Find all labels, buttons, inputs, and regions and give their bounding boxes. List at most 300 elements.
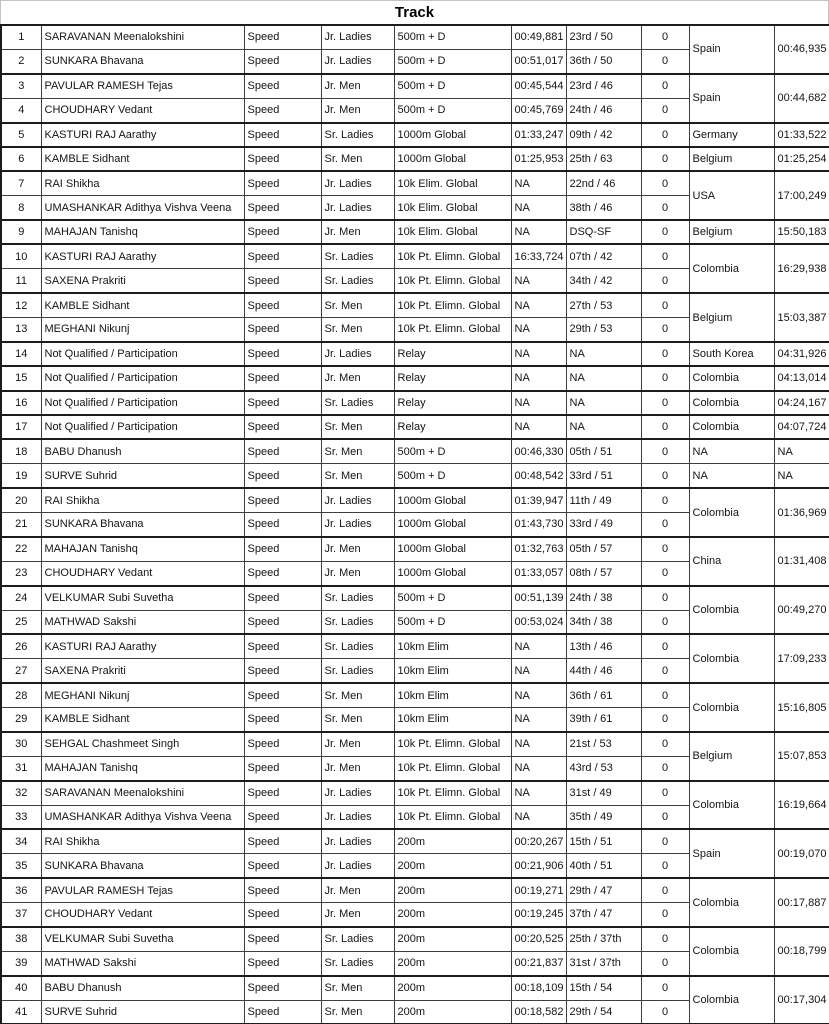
row-number-cell: 21 [1, 513, 41, 537]
rank-cell: 21st / 53 [566, 732, 641, 756]
rank-cell: 36th / 61 [566, 683, 641, 707]
sport-cell: Speed [244, 634, 321, 658]
country-cell: Spain [689, 829, 774, 878]
table-row [1, 366, 829, 390]
time-cell: NA [511, 781, 566, 805]
sport-cell: Speed [244, 415, 321, 439]
rank-cell: NA [566, 415, 641, 439]
time-cell: NA [511, 756, 566, 780]
category-cell: Sr. Men [321, 464, 394, 488]
event-cell: 10k Pt. Elimn. Global [394, 732, 511, 756]
athlete-name-cell: SUNKARA Bhavana [41, 49, 244, 73]
points-cell: 0 [641, 732, 689, 756]
event-cell: 500m + D [394, 439, 511, 463]
country-cell: Colombia [689, 927, 774, 976]
time-cell: 01:39,947 [511, 488, 566, 512]
table-row [1, 732, 829, 756]
points-cell: 0 [641, 318, 689, 342]
best-time-cell: 15:16,805 [774, 683, 829, 732]
rank-cell: 38th / 46 [566, 196, 641, 220]
event-cell: 10k Pt. Elimn. Global [394, 805, 511, 829]
time-cell: 00:49,881 [511, 25, 566, 49]
athlete-name-cell: KASTURI RAJ Aarathy [41, 634, 244, 658]
category-cell: Sr. Ladies [321, 269, 394, 293]
event-cell: 500m + D [394, 586, 511, 610]
category-cell: Jr. Ladies [321, 488, 394, 512]
sport-cell: Speed [244, 293, 321, 317]
athlete-name-cell: KAMBLE Sidhant [41, 147, 244, 171]
row-number-cell: 6 [1, 147, 41, 171]
sport-cell: Speed [244, 366, 321, 390]
category-cell: Sr. Ladies [321, 391, 394, 415]
event-cell: 500m + D [394, 98, 511, 122]
best-time-cell: 00:17,304 [774, 976, 829, 1024]
country-cell: China [689, 537, 774, 586]
rank-cell: 15th / 54 [566, 976, 641, 1000]
athlete-name-cell: MAHAJAN Tanishq [41, 220, 244, 244]
table-title-row [0, 0, 829, 24]
event-cell: Relay [394, 415, 511, 439]
time-cell: NA [511, 391, 566, 415]
country-cell: Colombia [689, 683, 774, 732]
best-time-cell: 00:49,270 [774, 586, 829, 635]
event-cell: 10km Elim [394, 634, 511, 658]
athlete-name-cell: SARAVANAN Meenalokshini [41, 25, 244, 49]
category-cell: Sr. Ladies [321, 123, 394, 147]
rank-cell: 05th / 57 [566, 537, 641, 561]
points-cell: 0 [641, 854, 689, 878]
category-cell: Jr. Ladies [321, 25, 394, 49]
category-cell: Sr. Men [321, 415, 394, 439]
sport-cell: Speed [244, 1000, 321, 1024]
points-cell: 0 [641, 342, 689, 366]
category-cell: Jr. Ladies [321, 513, 394, 537]
table-row [1, 634, 829, 658]
athlete-name-cell: KAMBLE Sidhant [41, 293, 244, 317]
athlete-name-cell: PAVULAR RAMESH Tejas [41, 878, 244, 902]
time-cell: 00:19,271 [511, 878, 566, 902]
row-number-cell: 40 [1, 976, 41, 1000]
points-cell: 0 [641, 196, 689, 220]
rank-cell: 36th / 50 [566, 49, 641, 73]
row-number-cell: 24 [1, 586, 41, 610]
rank-cell: 40th / 51 [566, 854, 641, 878]
athlete-name-cell: UMASHANKAR Adithya Vishva Veena [41, 805, 244, 829]
table-row [1, 927, 829, 951]
best-time-cell: 17:09,233 [774, 634, 829, 683]
best-time-cell: NA [774, 464, 829, 488]
table-row [1, 488, 829, 512]
sport-cell: Speed [244, 829, 321, 853]
row-number-cell: 36 [1, 878, 41, 902]
points-cell: 0 [641, 244, 689, 268]
time-cell: NA [511, 269, 566, 293]
athlete-name-cell: SEHGAL Chashmeet Singh [41, 732, 244, 756]
points-cell: 0 [641, 269, 689, 293]
sport-cell: Speed [244, 903, 321, 927]
rank-cell: NA [566, 342, 641, 366]
rank-cell: 33rd / 49 [566, 513, 641, 537]
row-number-cell: 41 [1, 1000, 41, 1024]
country-cell: Germany [689, 123, 774, 147]
table-row [1, 829, 829, 853]
event-cell: 200m [394, 927, 511, 951]
sport-cell: Speed [244, 196, 321, 220]
rank-cell: 24th / 46 [566, 98, 641, 122]
country-cell: Colombia [689, 391, 774, 415]
best-time-cell: 01:36,969 [774, 488, 829, 537]
time-cell: 00:18,109 [511, 976, 566, 1000]
time-cell: NA [511, 293, 566, 317]
event-cell: 1000m Global [394, 513, 511, 537]
row-number-cell: 33 [1, 805, 41, 829]
athlete-name-cell: SAXENA Prakriti [41, 269, 244, 293]
sport-cell: Speed [244, 74, 321, 98]
time-cell: 00:19,245 [511, 903, 566, 927]
event-cell: Relay [394, 366, 511, 390]
event-cell: 1000m Global [394, 537, 511, 561]
points-cell: 0 [641, 561, 689, 585]
athlete-name-cell: KASTURI RAJ Aarathy [41, 123, 244, 147]
points-cell: 0 [641, 634, 689, 658]
row-number-cell: 12 [1, 293, 41, 317]
table-row [1, 391, 829, 415]
best-time-cell: 00:17,887 [774, 878, 829, 927]
event-cell: 10k Pt. Elimn. Global [394, 244, 511, 268]
row-number-cell: 23 [1, 561, 41, 585]
event-cell: 10k Pt. Elimn. Global [394, 318, 511, 342]
table-row [1, 586, 829, 610]
event-cell: 1000m Global [394, 147, 511, 171]
rank-cell: 37th / 47 [566, 903, 641, 927]
sport-cell: Speed [244, 342, 321, 366]
rank-cell: 31st / 37th [566, 951, 641, 975]
row-number-cell: 37 [1, 903, 41, 927]
points-cell: 0 [641, 781, 689, 805]
best-time-cell: NA [774, 439, 829, 463]
athlete-name-cell: UMASHANKAR Adithya Vishva Veena [41, 196, 244, 220]
country-cell: Colombia [689, 244, 774, 293]
best-time-cell: 01:33,522 [774, 123, 829, 147]
row-number-cell: 25 [1, 610, 41, 634]
row-number-cell: 29 [1, 708, 41, 732]
rank-cell: 07th / 42 [566, 244, 641, 268]
table-row [1, 683, 829, 707]
points-cell: 0 [641, 927, 689, 951]
category-cell: Jr. Men [321, 537, 394, 561]
best-time-cell: 00:46,935 [774, 25, 829, 74]
best-time-cell: 00:19,070 [774, 829, 829, 878]
time-cell: NA [511, 342, 566, 366]
athlete-name-cell: SUNKARA Bhavana [41, 854, 244, 878]
event-cell: 1000m Global [394, 488, 511, 512]
sport-cell: Speed [244, 610, 321, 634]
best-time-cell: 15:03,387 [774, 293, 829, 342]
best-time-cell: 01:25,254 [774, 147, 829, 171]
country-cell: NA [689, 464, 774, 488]
time-cell: 00:20,525 [511, 927, 566, 951]
athlete-name-cell: RAI Shikha [41, 829, 244, 853]
row-number-cell: 16 [1, 391, 41, 415]
table-row [1, 147, 829, 171]
event-cell: 10km Elim [394, 683, 511, 707]
row-number-cell: 22 [1, 537, 41, 561]
sport-cell: Speed [244, 781, 321, 805]
table-row [1, 464, 829, 488]
category-cell: Sr. Men [321, 439, 394, 463]
time-cell: NA [511, 171, 566, 195]
category-cell: Sr. Men [321, 318, 394, 342]
sport-cell: Speed [244, 171, 321, 195]
points-cell: 0 [641, 756, 689, 780]
points-cell: 0 [641, 829, 689, 853]
points-cell: 0 [641, 586, 689, 610]
sport-cell: Speed [244, 318, 321, 342]
event-cell: 200m [394, 878, 511, 902]
sport-cell: Speed [244, 123, 321, 147]
event-cell: 10k Elim. Global [394, 220, 511, 244]
sport-cell: Speed [244, 659, 321, 683]
event-cell: 10k Pt. Elimn. Global [394, 269, 511, 293]
athlete-name-cell: VELKUMAR Subi Suvetha [41, 586, 244, 610]
athlete-name-cell: SURVE Suhrid [41, 464, 244, 488]
category-cell: Jr. Ladies [321, 805, 394, 829]
time-cell: NA [511, 659, 566, 683]
time-cell: 16:33,724 [511, 244, 566, 268]
country-cell: Spain [689, 25, 774, 74]
athlete-name-cell: MEGHANI Nikunj [41, 683, 244, 707]
time-cell: 00:51,139 [511, 586, 566, 610]
points-cell: 0 [641, 439, 689, 463]
row-number-cell: 8 [1, 196, 41, 220]
category-cell: Sr. Men [321, 147, 394, 171]
event-cell: Relay [394, 342, 511, 366]
rank-cell: 29th / 53 [566, 318, 641, 342]
category-cell: Jr. Men [321, 878, 394, 902]
category-cell: Sr. Ladies [321, 659, 394, 683]
category-cell: Sr. Ladies [321, 634, 394, 658]
points-cell: 0 [641, 903, 689, 927]
rank-cell: 33rd / 51 [566, 464, 641, 488]
time-cell: NA [511, 220, 566, 244]
country-cell: Belgium [689, 220, 774, 244]
category-cell: Jr. Ladies [321, 781, 394, 805]
sport-cell: Speed [244, 683, 321, 707]
category-cell: Jr. Men [321, 220, 394, 244]
rank-cell: 13th / 46 [566, 634, 641, 658]
event-cell: 200m [394, 854, 511, 878]
points-cell: 0 [641, 123, 689, 147]
rank-cell: DSQ-SF [566, 220, 641, 244]
athlete-name-cell: MAHAJAN Tanishq [41, 537, 244, 561]
athlete-name-cell: KASTURI RAJ Aarathy [41, 244, 244, 268]
sport-cell: Speed [244, 98, 321, 122]
time-cell: NA [511, 732, 566, 756]
country-cell: Colombia [689, 878, 774, 927]
row-number-cell: 26 [1, 634, 41, 658]
rank-cell: 23rd / 46 [566, 74, 641, 98]
table-row [1, 342, 829, 366]
time-cell: 00:21,837 [511, 951, 566, 975]
time-cell: 00:53,024 [511, 610, 566, 634]
event-cell: 10k Pt. Elimn. Global [394, 293, 511, 317]
rank-cell: 29th / 54 [566, 1000, 641, 1024]
category-cell: Sr. Ladies [321, 610, 394, 634]
category-cell: Sr. Men [321, 1000, 394, 1024]
category-cell: Jr. Men [321, 98, 394, 122]
category-cell: Jr. Ladies [321, 196, 394, 220]
country-cell: South Korea [689, 342, 774, 366]
category-cell: Jr. Men [321, 561, 394, 585]
athlete-name-cell: BABU Dhanush [41, 439, 244, 463]
athlete-name-cell: VELKUMAR Subi Suvetha [41, 927, 244, 951]
row-number-cell: 15 [1, 366, 41, 390]
points-cell: 0 [641, 293, 689, 317]
country-cell: Colombia [689, 366, 774, 390]
athlete-name-cell: SAXENA Prakriti [41, 659, 244, 683]
category-cell: Jr. Men [321, 366, 394, 390]
time-cell: 01:32,763 [511, 537, 566, 561]
time-cell: 00:20,267 [511, 829, 566, 853]
category-cell: Jr. Men [321, 903, 394, 927]
time-cell: 00:48,542 [511, 464, 566, 488]
row-number-cell: 39 [1, 951, 41, 975]
event-cell: 1000m Global [394, 561, 511, 585]
points-cell: 0 [641, 513, 689, 537]
country-cell: Spain [689, 74, 774, 123]
rank-cell: 39th / 61 [566, 708, 641, 732]
athlete-name-cell: Not Qualified / Participation [41, 342, 244, 366]
best-time-cell: 00:44,682 [774, 74, 829, 123]
points-cell: 0 [641, 49, 689, 73]
row-number-cell: 31 [1, 756, 41, 780]
category-cell: Jr. Ladies [321, 854, 394, 878]
athlete-name-cell: SARAVANAN Meenalokshini [41, 781, 244, 805]
row-number-cell: 2 [1, 49, 41, 73]
rank-cell: 44th / 46 [566, 659, 641, 683]
sport-cell: Speed [244, 951, 321, 975]
athlete-name-cell: CHOUDHARY Vedant [41, 903, 244, 927]
sport-cell: Speed [244, 976, 321, 1000]
sport-cell: Speed [244, 147, 321, 171]
country-cell: Colombia [689, 586, 774, 635]
points-cell: 0 [641, 537, 689, 561]
results-table [0, 24, 829, 1024]
sport-cell: Speed [244, 854, 321, 878]
table-row [1, 220, 829, 244]
sport-cell: Speed [244, 805, 321, 829]
time-cell: 00:21,906 [511, 854, 566, 878]
event-cell: 500m + D [394, 49, 511, 73]
row-number-cell: 3 [1, 74, 41, 98]
athlete-name-cell: MATHWAD Sakshi [41, 610, 244, 634]
athlete-name-cell: PAVULAR RAMESH Tejas [41, 74, 244, 98]
category-cell: Sr. Ladies [321, 586, 394, 610]
rank-cell: 27th / 53 [566, 293, 641, 317]
table-row [1, 123, 829, 147]
time-cell: NA [511, 708, 566, 732]
points-cell: 0 [641, 464, 689, 488]
country-cell: Colombia [689, 781, 774, 830]
country-cell: Belgium [689, 732, 774, 781]
sport-cell: Speed [244, 732, 321, 756]
event-cell: 500m + D [394, 74, 511, 98]
table-row [1, 244, 829, 268]
best-time-cell: 17:00,249 [774, 171, 829, 220]
table-row [1, 537, 829, 561]
sport-cell: Speed [244, 220, 321, 244]
country-cell: Colombia [689, 415, 774, 439]
rank-cell: NA [566, 366, 641, 390]
event-cell: 10k Elim. Global [394, 196, 511, 220]
country-cell: Colombia [689, 634, 774, 683]
table-row [1, 439, 829, 463]
rank-cell: 24th / 38 [566, 586, 641, 610]
row-number-cell: 38 [1, 927, 41, 951]
time-cell: 01:25,953 [511, 147, 566, 171]
row-number-cell: 34 [1, 829, 41, 853]
points-cell: 0 [641, 25, 689, 49]
table-row [1, 293, 829, 317]
category-cell: Sr. Ladies [321, 244, 394, 268]
rank-cell: 09th / 42 [566, 123, 641, 147]
table-row [1, 171, 829, 195]
row-number-cell: 1 [1, 25, 41, 49]
athlete-name-cell: CHOUDHARY Vedant [41, 98, 244, 122]
points-cell: 0 [641, 74, 689, 98]
points-cell: 0 [641, 610, 689, 634]
rank-cell: 05th / 51 [566, 439, 641, 463]
row-number-cell: 27 [1, 659, 41, 683]
points-cell: 0 [641, 220, 689, 244]
table-row [1, 74, 829, 98]
time-cell: 00:18,582 [511, 1000, 566, 1024]
rank-cell: 15th / 51 [566, 829, 641, 853]
category-cell: Jr. Men [321, 74, 394, 98]
table-row [1, 976, 829, 1000]
points-cell: 0 [641, 488, 689, 512]
time-cell: 00:51,017 [511, 49, 566, 73]
page-title: Track [394, 4, 435, 21]
sport-cell: Speed [244, 586, 321, 610]
event-cell: 10km Elim [394, 708, 511, 732]
category-cell: Jr. Ladies [321, 829, 394, 853]
time-cell: NA [511, 415, 566, 439]
points-cell: 0 [641, 415, 689, 439]
row-number-cell: 30 [1, 732, 41, 756]
time-cell: NA [511, 683, 566, 707]
rank-cell: 25th / 37th [566, 927, 641, 951]
athlete-name-cell: MAHAJAN Tanishq [41, 756, 244, 780]
points-cell: 0 [641, 976, 689, 1000]
category-cell: Jr. Ladies [321, 171, 394, 195]
rank-cell: 25th / 63 [566, 147, 641, 171]
rank-cell: 43rd / 53 [566, 756, 641, 780]
category-cell: Sr. Ladies [321, 951, 394, 975]
rank-cell: 29th / 47 [566, 878, 641, 902]
category-cell: Sr. Men [321, 708, 394, 732]
time-cell: NA [511, 196, 566, 220]
points-cell: 0 [641, 683, 689, 707]
event-cell: 10k Elim. Global [394, 171, 511, 195]
sport-cell: Speed [244, 439, 321, 463]
row-number-cell: 18 [1, 439, 41, 463]
sport-cell: Speed [244, 464, 321, 488]
country-cell: Belgium [689, 147, 774, 171]
time-cell: NA [511, 318, 566, 342]
event-cell: 500m + D [394, 610, 511, 634]
row-number-cell: 35 [1, 854, 41, 878]
